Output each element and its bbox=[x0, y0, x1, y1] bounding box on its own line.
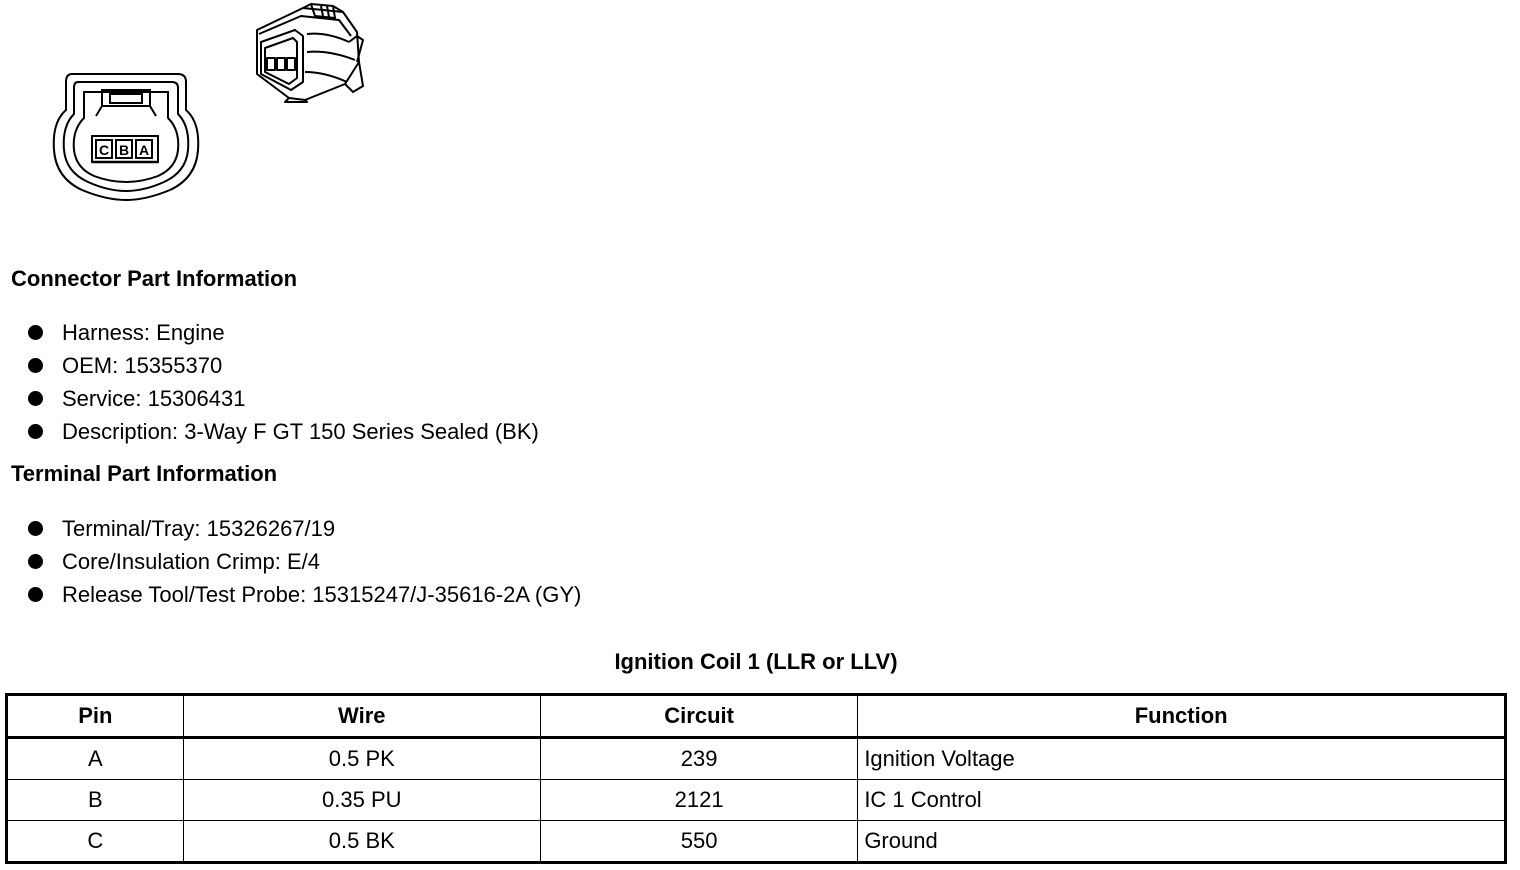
column-header-wire: Wire bbox=[183, 695, 540, 738]
cell-function: Ignition Voltage bbox=[858, 738, 1506, 780]
cell-function: IC 1 Control bbox=[858, 780, 1506, 821]
bullet-icon bbox=[28, 325, 43, 340]
list-item bbox=[28, 349, 539, 382]
column-header-pin: Pin bbox=[7, 695, 184, 738]
list-item-text: Service: 15306431 bbox=[62, 386, 246, 411]
bullet-icon bbox=[28, 587, 43, 602]
cavity-label-c: C bbox=[98, 142, 110, 158]
bullet-icon bbox=[28, 358, 43, 373]
connector-info-list bbox=[28, 316, 539, 448]
table-title: Ignition Coil 1 (LLR or LLV) bbox=[614, 649, 898, 674]
cell-pin: C bbox=[7, 821, 184, 863]
list-item-text: Description: 3-Way F GT 150 Series Sealed (BK) bbox=[62, 419, 539, 444]
cavity-label-a: A bbox=[138, 142, 150, 158]
list-item bbox=[28, 382, 539, 415]
table-row bbox=[7, 821, 1506, 863]
cell-circuit: 2121 bbox=[540, 780, 857, 821]
list-item-text: Release Tool/Test Probe: 15315247/J-35616-2A (GY) bbox=[62, 582, 582, 607]
list-item bbox=[28, 512, 581, 545]
bullet-icon bbox=[28, 391, 43, 406]
cell-pin: A bbox=[7, 738, 184, 780]
bullet-icon bbox=[28, 554, 43, 569]
table-row bbox=[7, 738, 1506, 780]
column-header-function: Function bbox=[858, 695, 1506, 738]
column-header-circuit: Circuit bbox=[540, 695, 857, 738]
cell-circuit: 550 bbox=[540, 821, 857, 863]
list-item bbox=[28, 316, 539, 349]
list-item bbox=[28, 545, 581, 578]
cavity-label-b: B bbox=[118, 142, 130, 158]
list-item bbox=[28, 578, 581, 611]
table-header-row bbox=[7, 695, 1506, 738]
terminal-info-list bbox=[28, 512, 581, 611]
list-item-text: Terminal/Tray: 15326267/19 bbox=[62, 516, 336, 541]
cell-function: Ground bbox=[858, 821, 1506, 863]
terminal-info-heading: Terminal Part Information bbox=[11, 461, 278, 486]
table-row bbox=[7, 780, 1506, 821]
connector-info-heading: Connector Part Information bbox=[11, 266, 298, 291]
bullet-icon bbox=[28, 521, 43, 536]
list-item-text: Harness: Engine bbox=[62, 320, 225, 345]
list-item-text: OEM: 15355370 bbox=[62, 353, 223, 378]
list-item bbox=[28, 415, 539, 448]
connector-isometric-illustration bbox=[245, 2, 370, 104]
cell-pin: B bbox=[7, 780, 184, 821]
cell-wire: 0.35 PU bbox=[183, 780, 540, 821]
cell-circuit: 239 bbox=[540, 738, 857, 780]
connector-face-illustration bbox=[50, 70, 202, 204]
cell-wire: 0.5 PK bbox=[183, 738, 540, 780]
cell-wire: 0.5 BK bbox=[183, 821, 540, 863]
bullet-icon bbox=[28, 424, 43, 439]
list-item-text: Core/Insulation Crimp: E/4 bbox=[62, 549, 320, 574]
pinout-table bbox=[5, 693, 1507, 864]
